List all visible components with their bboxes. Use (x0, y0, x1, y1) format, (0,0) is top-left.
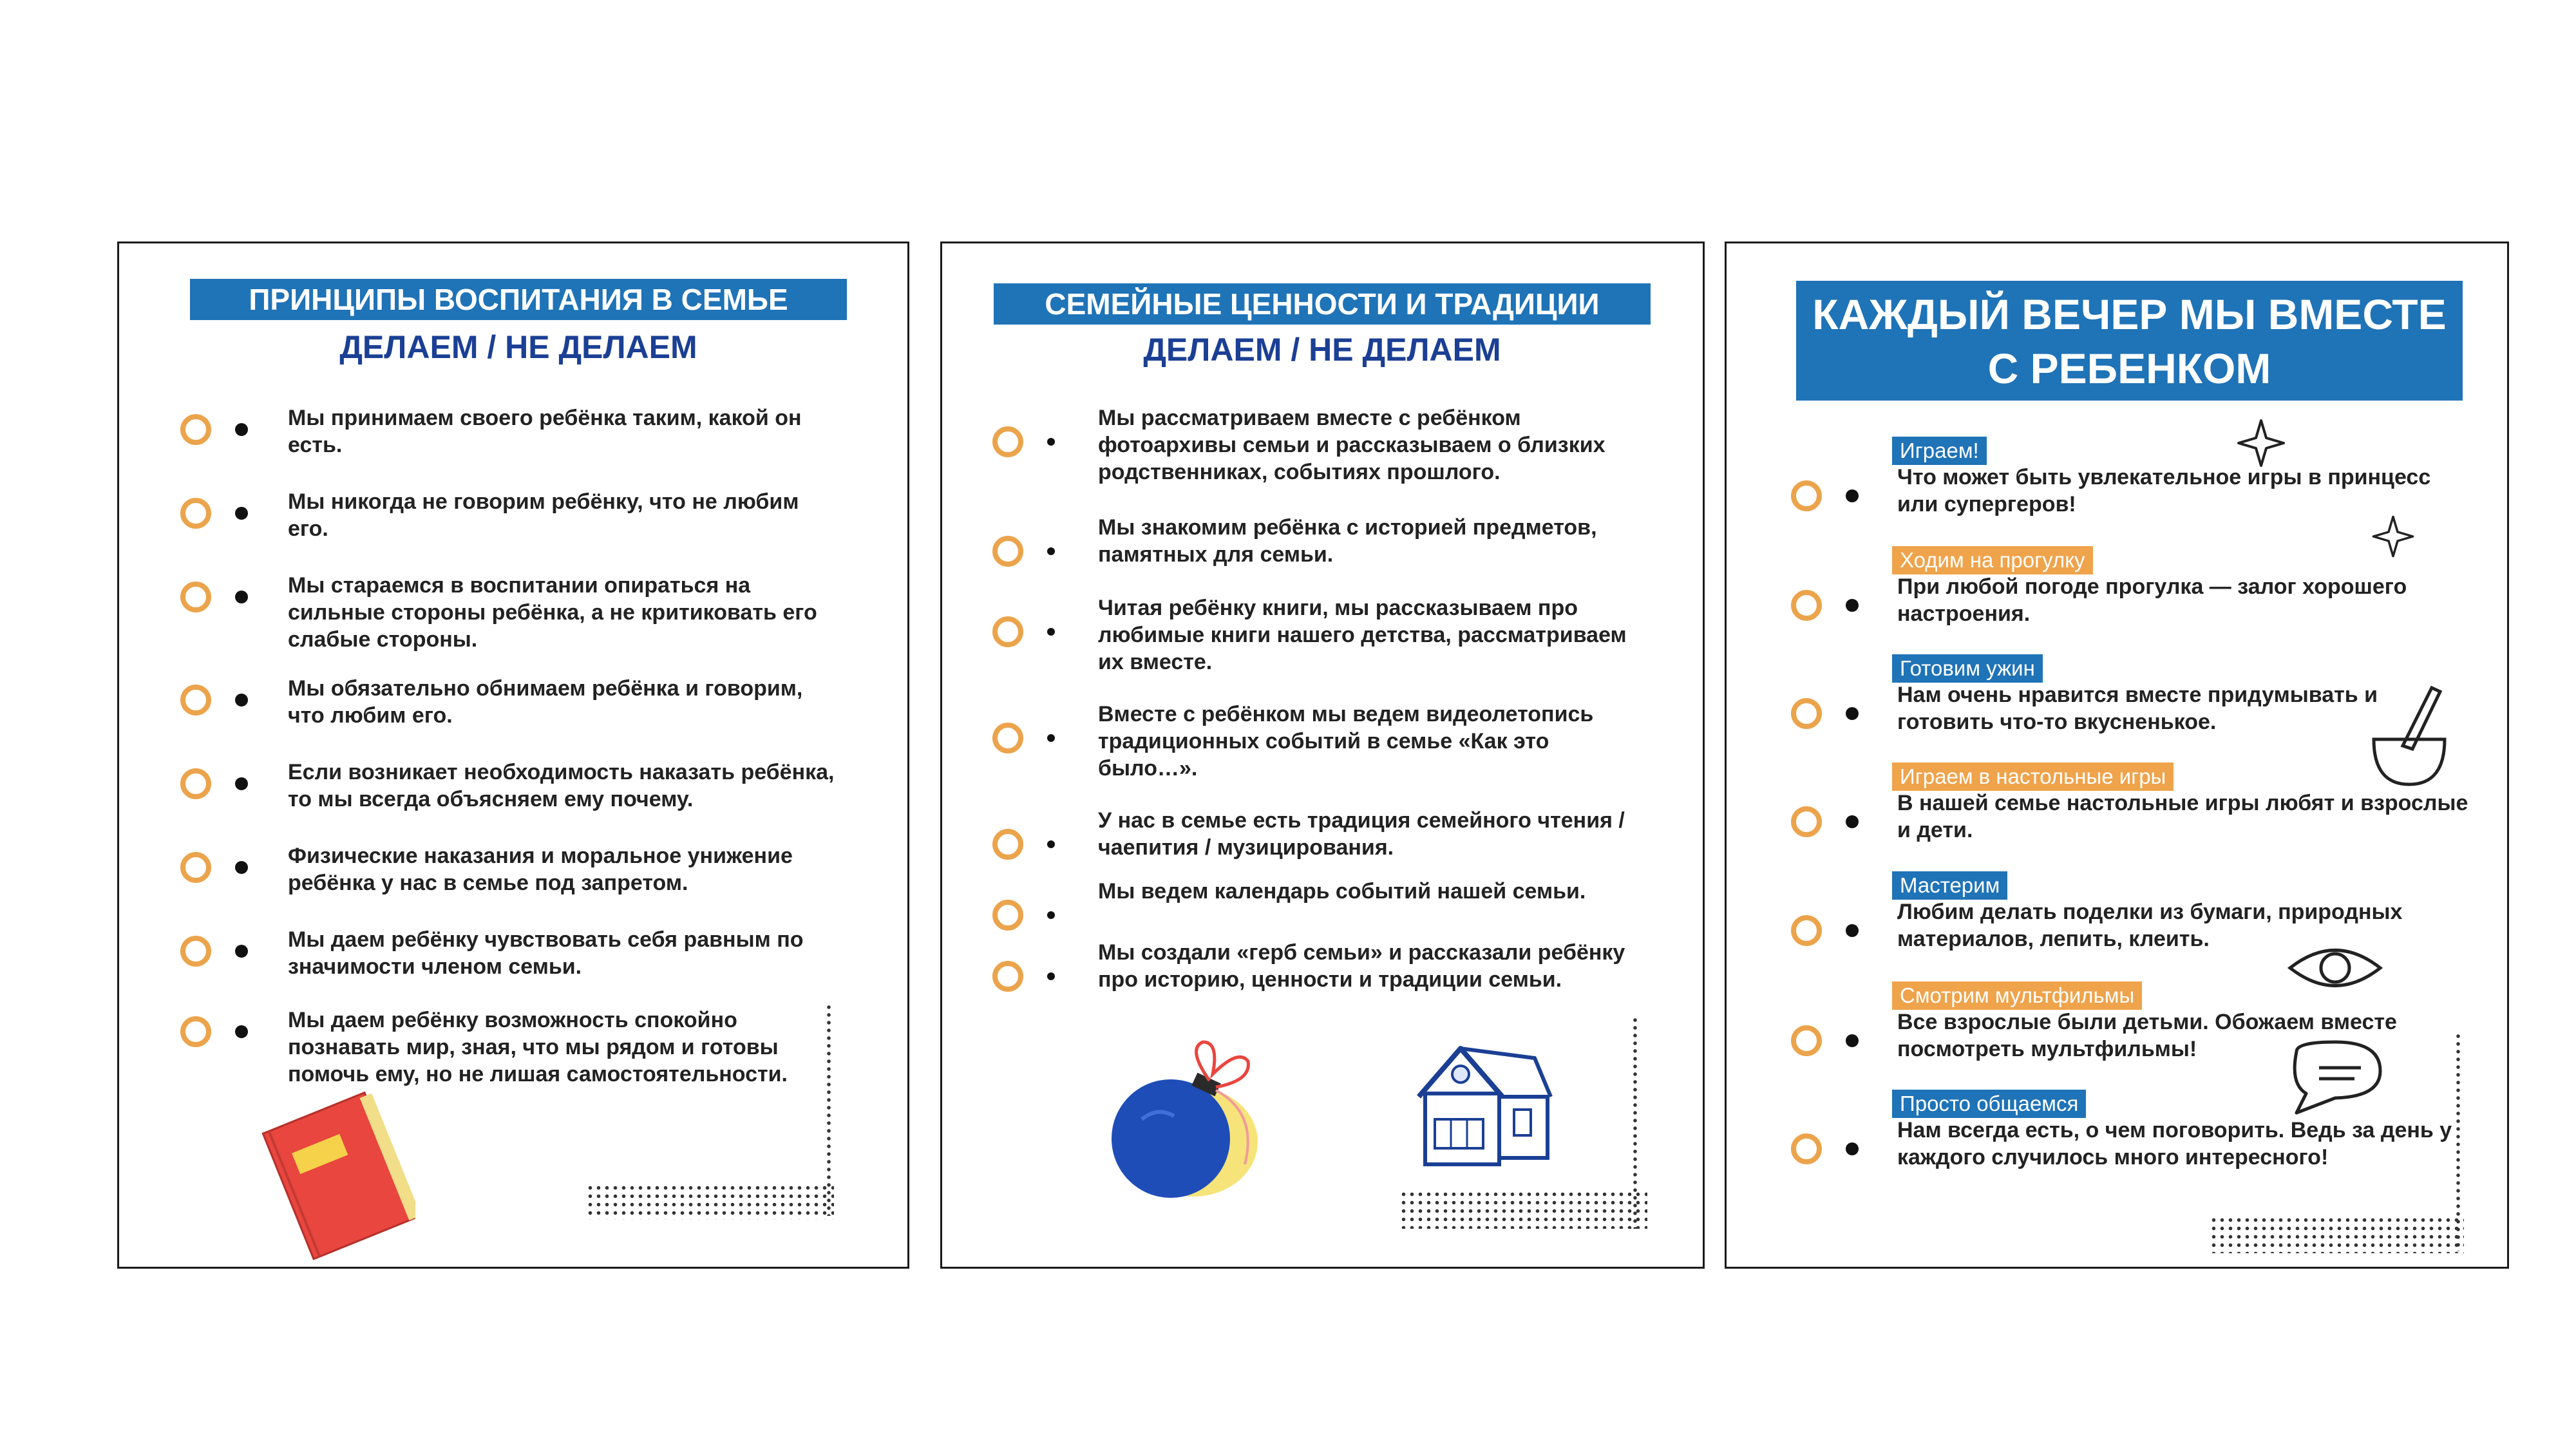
title-line-1: КАЖДЫЙ ВЕЧЕР МЫ ВМЕСТЕ (1812, 290, 2447, 338)
panel-title: СЕМЕЙНЫЕ ЦЕННОСТИ И ТРАДИЦИИ (994, 283, 1651, 325)
item-text: Мы ведем календарь событий нашей семьи. (1098, 879, 1586, 904)
bullet-dot (1846, 489, 1859, 502)
item-text: Нам очень нравится вместе придумывать и готовить что-то вкусненькое. (1897, 683, 2378, 734)
star-icon (2371, 514, 2416, 559)
panel-subtitle: ДЕЛАЕМ / НЕ ДЕЛАЕМ (1143, 332, 1501, 368)
activity-tag: Ходим на прогулку (1892, 546, 2093, 574)
checkbox-ring[interactable] (992, 616, 1023, 647)
item-text: Любим делать поделки из бумаги, природных материалов, лепить, клеить. (1897, 900, 2403, 951)
book-icon (254, 1087, 415, 1261)
activity-tag: Просто общаемся (1892, 1090, 2086, 1118)
panel-subtitle: ДЕЛАЕМ / НЕ ДЕЛАЕМ (339, 329, 697, 365)
bullet-dot (1846, 1142, 1859, 1155)
panel-every-evening (1725, 242, 2509, 1269)
item-text: Если возникает необходимость наказать ребёнка, то мы всегда объясняем ему почему. (288, 760, 835, 811)
bullet-dot (1846, 707, 1859, 720)
activity-tag: Смотрим мультфильмы (1892, 981, 2142, 1010)
eye-icon (2287, 939, 2383, 997)
house-icon (1406, 1036, 1560, 1171)
bullet-dot (1047, 840, 1055, 848)
checkbox-ring[interactable] (992, 426, 1023, 457)
bullet-dot (235, 1025, 248, 1038)
item-text: При любой погоде прогулка — залог хорошего настроения. (1897, 574, 2407, 626)
dot-pattern-horizontal (1399, 1190, 1647, 1229)
bullet-dot (1047, 972, 1055, 980)
checkbox-ring[interactable] (180, 936, 211, 967)
dot-pattern-horizontal (2210, 1216, 2464, 1253)
activity-tag: Играем! (1892, 437, 1987, 465)
checkbox-ring[interactable] (180, 1016, 211, 1047)
checkbox-ring[interactable] (992, 961, 1023, 992)
bullet-dot (235, 694, 248, 706)
checkbox-ring[interactable] (180, 498, 211, 529)
speech-bubble-icon (2284, 1039, 2390, 1116)
bullet-dot (235, 423, 248, 436)
item-text: Физические наказания и моральное унижение ребёнка у нас в семье под запретом. (288, 844, 793, 895)
title-line-2: С РЕБЕНКОМ (1987, 345, 2271, 392)
ornament-ball-icon (1097, 1036, 1264, 1216)
bullet-dot (235, 507, 248, 520)
checkbox-ring[interactable] (992, 536, 1023, 567)
bullet-dot (1047, 911, 1055, 919)
panel-family-values (940, 242, 1705, 1269)
panel-title (1796, 281, 2463, 401)
bullet-dot (1047, 628, 1055, 636)
item-text: Читая ребёнку книги, мы рассказываем про любимые книги нашего детства, рассматриваем их вместе. (1098, 596, 1627, 674)
item-text: В нашей семье настольные игры любят и взрослые и дети. (1897, 791, 2468, 842)
bullet-dot (1047, 734, 1055, 742)
checkbox-ring[interactable] (992, 900, 1023, 931)
checkbox-ring[interactable] (992, 723, 1023, 753)
checkbox-ring[interactable] (180, 852, 211, 883)
item-text: Вместе с ребёнком мы ведем видеолетопись традиционных событий в семье «Как это было…». (1098, 702, 1594, 781)
bullet-dot (235, 777, 248, 790)
panel-title: ПРИНЦИПЫ ВОСПИТАНИЯ В СЕМЬЕ (190, 279, 847, 320)
item-text: У нас в семье есть традиция семейного чтения / чаепития / музицирования. (1098, 808, 1625, 860)
activity-tag: Играем в настольные игры (1892, 762, 2174, 791)
dot-pattern-horizontal (586, 1184, 834, 1220)
bullet-dot (1846, 815, 1859, 828)
checkbox-ring[interactable] (180, 685, 211, 715)
mortar-icon (2364, 681, 2454, 791)
item-text: Что может быть увлекательное игры в принцесс или супергеров! (1897, 465, 2431, 516)
checkbox-ring[interactable] (1791, 698, 1822, 729)
item-text: Мы знакомим ребёнка с историей предметов, памятных для семьи. (1098, 515, 1597, 567)
bullet-dot (235, 861, 248, 874)
checkbox-ring[interactable] (1791, 590, 1822, 621)
item-text: Мы принимаем своего ребёнка таким, какой он есть. (288, 406, 802, 457)
checkbox-ring[interactable] (1791, 915, 1822, 946)
item-text: Мы рассматриваем вместе с ребёнком фотоархивы семьи и рассказываем о близких родственниках, событиях прошлого. (1098, 406, 1605, 484)
checkbox-ring[interactable] (1791, 1025, 1822, 1056)
star-icon (2235, 417, 2287, 469)
item-text: Мы даем ребёнку возможность спокойно познавать мир, зная, что мы рядом и готовы помочь ему, но не лишая самостоятельности. (288, 1008, 788, 1086)
item-text: Мы создали «герб семьи» и рассказали ребёнку про историю, ценности и традиции семьи. (1098, 940, 1625, 992)
checkbox-ring[interactable] (1791, 806, 1822, 837)
item-text: Мы даем ребёнку чувствовать себя равным по значимости членом семьи. (288, 927, 804, 979)
checkbox-ring[interactable] (180, 414, 211, 445)
checkbox-ring[interactable] (1791, 480, 1822, 511)
checkbox-ring[interactable] (180, 768, 211, 799)
bullet-dot (1846, 1034, 1859, 1047)
item-text: Мы никогда не говорим ребёнку, что не любим его. (288, 489, 799, 541)
panel-upbringing-principles (117, 242, 909, 1269)
item-text: Мы обязательно обнимаем ребёнка и говорим, что любим его. (288, 676, 803, 728)
item-text: Все взрослые были детьми. Обожаем вместе посмотреть мультфильмы! (1897, 1010, 2397, 1061)
checkbox-ring[interactable] (1791, 1133, 1822, 1164)
bullet-dot (1047, 438, 1055, 446)
checkbox-ring[interactable] (180, 582, 211, 612)
item-text: Мы стараемся в воспитании опираться на сильные стороны ребёнка, а не критиковать его слабые стороны. (288, 573, 817, 652)
bullet-dot (1846, 924, 1859, 937)
activity-tag: Готовим ужин (1892, 654, 2043, 683)
bullet-dot (235, 591, 248, 603)
checkbox-ring[interactable] (992, 829, 1023, 860)
bullet-dot (1846, 599, 1859, 612)
activity-tag: Мастерим (1892, 871, 2007, 900)
item-text: Нам всегда есть, о чем поговорить. Ведь за день у каждого случилось много интересного! (1897, 1118, 2452, 1170)
bullet-dot (1047, 547, 1055, 555)
bullet-dot (235, 945, 248, 958)
